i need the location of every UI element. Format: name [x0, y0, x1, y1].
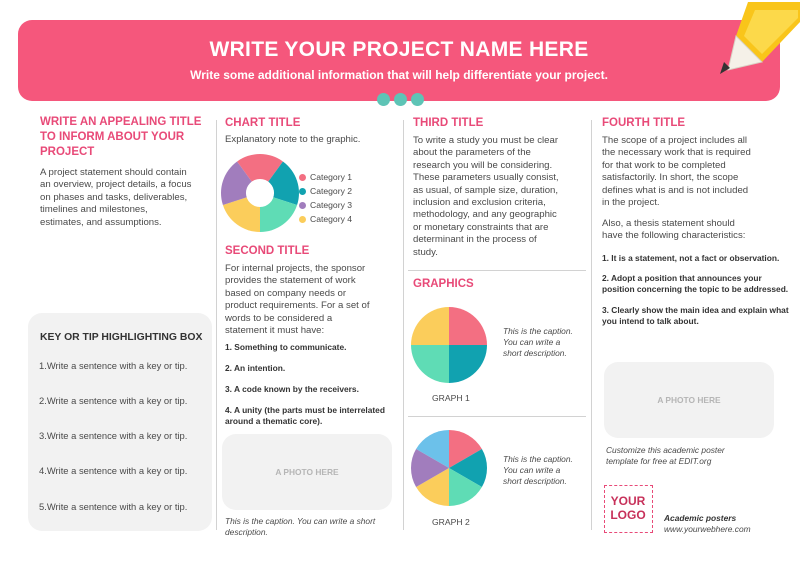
legend-item-2: Category 2	[310, 186, 352, 196]
tip-item-5: 5.Write a sentence with a key or tip.	[39, 501, 188, 512]
graphics-title: GRAPHICS	[413, 278, 474, 290]
col1-body: A project statement should contain an overview, project details, a focus on phases and tasks, deliverables, timelines and milestones, estimates, and assumptions.	[40, 167, 192, 228]
second-body: For internal projects, the sponsor provides the statement of work based on company needs or product requirements. For a set of words to be considered a statement it must have:	[225, 263, 370, 337]
legend-swatch-3	[299, 202, 306, 209]
donut-hole	[246, 179, 274, 207]
graph2-caption: This is the caption. You can write a short description.	[503, 454, 573, 486]
legend-swatch-2	[299, 188, 306, 195]
fourth-body-2: Also, a thesis statement should have the following characteristics:	[602, 218, 746, 242]
project-title: WRITE YOUR PROJECT NAME HERE	[209, 38, 589, 61]
tip-item-2: 2.Write a sentence with a key or tip.	[39, 395, 188, 406]
footer-title: Academic posters	[664, 513, 737, 523]
divider-3	[591, 120, 592, 530]
tip-item-4: 4.Write a sentence with a key or tip.	[39, 465, 188, 476]
logo-text: YOUR LOGO	[610, 494, 646, 522]
graph1-label: GRAPH 1	[432, 393, 470, 403]
point-1: 1. Something to communicate.	[225, 342, 347, 352]
photo-caption-1: This is the caption. You can write a short description.	[225, 516, 376, 537]
photo-placeholder-2: A PHOTO HERE	[604, 362, 774, 438]
pie-chart-2	[410, 429, 488, 507]
footer-url: www.yourwebhere.com	[664, 524, 751, 534]
pie1-slice-2	[449, 307, 487, 345]
tip-item-1: 1.Write a sentence with a key or tip.	[39, 360, 188, 371]
legend-item-1: Category 1	[310, 172, 352, 182]
divider-h2	[408, 416, 586, 417]
customize-note: Customize this academic poster template for free at EDIT.org	[606, 445, 725, 466]
key-tip-box	[28, 313, 212, 531]
dot-1	[377, 93, 390, 106]
pie1-slice-3	[449, 345, 487, 383]
header-banner	[18, 20, 780, 101]
thesis-point-1: 1. It is a statement, not a fact or observation.	[602, 253, 780, 263]
point-2: 2. An intention.	[225, 363, 286, 373]
third-body: To write a study you must be clear about the parameters of the research you will be considering. These parameters usually consist, as usual, of sample size, duration, inclusion and exclusion criteria, methodology, and any geographic or monetary constraints that are determinant in the process of study.	[413, 135, 559, 258]
pie1-slice-1	[411, 307, 449, 345]
thesis-point-2: 2. Adopt a position that announces your position concerning the topic to be addressed.	[602, 273, 789, 294]
chart-title: CHART TITLE	[225, 117, 301, 129]
legend-swatch-4	[299, 216, 306, 223]
divider-h1	[408, 270, 586, 271]
key-tip-title: KEY OR TIP HIGHLIGHTING BOX	[40, 332, 203, 343]
point-3: 3. A code known by the receivers.	[225, 384, 359, 394]
third-title: THIRD TITLE	[413, 117, 484, 129]
logo-placeholder	[604, 485, 653, 533]
donut-chart	[220, 153, 300, 233]
point-4: 4. A unity (the parts must be interrelated around a thematic core).	[225, 405, 385, 426]
col1-title: WRITE AN APPEALING TITLE TO INFORM ABOUT YOUR PROJECT	[40, 116, 202, 158]
pie1-slice-4	[411, 345, 449, 383]
legend-item-3: Category 3	[310, 200, 352, 210]
divider-1	[216, 120, 217, 530]
project-subtitle: Write some additional information that will help differentiate your project.	[190, 68, 608, 82]
graph1-caption: This is the caption. You can write a short description.	[503, 326, 573, 358]
legend-swatch-1	[299, 174, 306, 181]
pie-chart-1	[410, 306, 488, 384]
fourth-title: FOURTH TITLE	[602, 117, 686, 129]
fourth-body: The scope of a project includes all the necessary work that is required for that work to be completed satisfactorily. In short, the scope defines what is and is not included in the project.	[602, 135, 751, 209]
second-title: SECOND TITLE	[225, 245, 310, 257]
tip-item-3: 3.Write a sentence with a key or tip.	[39, 430, 188, 441]
legend-item-4: Category 4	[310, 214, 352, 224]
photo-placeholder-1: A PHOTO HERE	[222, 434, 392, 510]
pencil-icon	[710, 0, 800, 90]
dot-3	[411, 93, 424, 106]
divider-2	[403, 120, 404, 530]
graph2-label: GRAPH 2	[432, 517, 470, 527]
chart-note: Explanatory note to the graphic.	[225, 134, 361, 145]
dot-2	[394, 93, 407, 106]
thesis-point-3: 3. Clearly show the main idea and explain what you intend to talk about.	[602, 305, 789, 326]
